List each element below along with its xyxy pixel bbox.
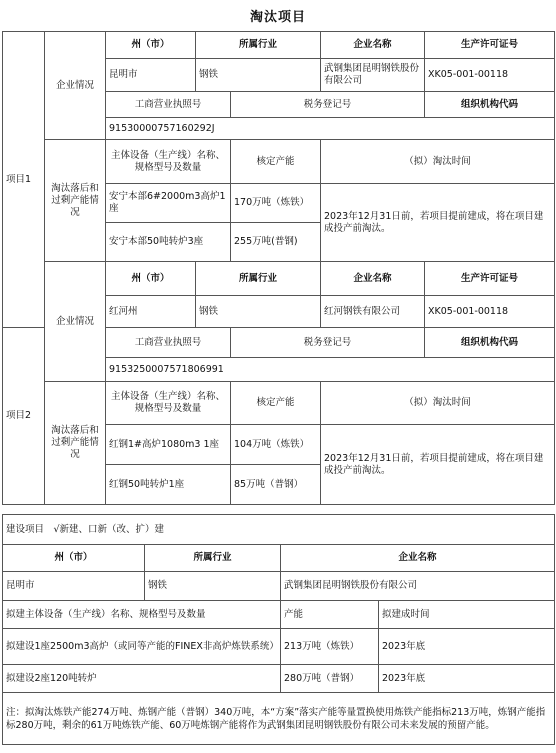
enterprise-label: 企业情况	[45, 32, 106, 140]
p1-qiye: 武钢集团昆明钢铁股份有限公司	[321, 59, 425, 92]
c-hdr-time: 拟建成时间	[379, 601, 555, 629]
c-hdr-qiye: 企业名称	[281, 545, 555, 572]
construction-header: 建设项目 √新建、口新（改、扩）建	[3, 515, 555, 545]
hdr-gongshang-2: 工商营业执照号	[106, 328, 231, 358]
c-hdr-equip: 拟建主体设备（生产线）名称、规格型号及数量	[3, 601, 281, 629]
p2-cap2: 85万吨（普钢）	[231, 465, 321, 505]
p1-equip1: 安宁本部6#2000m3高炉1座	[106, 184, 231, 223]
hdr-zuzhi-2: 组织机构代码	[425, 328, 555, 358]
hdr-capacity-2: 核定产能	[231, 382, 321, 425]
p2-equip2: 红钢50吨转炉1座	[106, 465, 231, 505]
c-cap2: 280万吨（普钢）	[281, 665, 379, 693]
elimination-table	[2, 31, 555, 505]
p1-cap1: 170万吨（炼铁）	[231, 184, 321, 223]
hdr-xuke-2: 生产许可证号	[425, 262, 555, 296]
c-time1: 2023年底	[379, 629, 555, 665]
hdr-hangye: 所属行业	[196, 32, 321, 59]
p1-license-no: 91530000757160292J	[106, 118, 555, 140]
p2-cap1: 104万吨（炼铁）	[231, 425, 321, 465]
c-qiye: 武钢集团昆明钢铁股份有限公司	[281, 572, 555, 601]
p2-hangye: 钢铁	[196, 296, 321, 328]
p1-zhou: 昆明市	[106, 59, 196, 92]
hdr-equip-2: 主体设备（生产线）名称、规格型号及数量	[106, 382, 231, 425]
c-hdr-cap: 产能	[281, 601, 379, 629]
elimination-label-2: 淘汰落后和过剩产能情况	[45, 382, 106, 505]
hdr-qiye-2: 企业名称	[321, 262, 425, 296]
p2-xuke: XK05-001-00118	[425, 296, 555, 328]
p2-zhou: 红河州	[106, 296, 196, 328]
project1-label: 项目1	[3, 32, 45, 328]
p2-time: 2023年12月31日前，若项目提前建成，将在项目建成投产前淘汰。	[321, 425, 555, 505]
c-hangye: 钢铁	[145, 572, 281, 601]
hdr-zhou: 州（市）	[106, 32, 196, 59]
p1-hangye: 钢铁	[196, 59, 321, 92]
hdr-equip: 主体设备（生产线）名称、规格型号及数量	[106, 140, 231, 184]
p1-time: 2023年12月31日前，若项目提前建成，将在项目建成投产前淘汰。	[321, 184, 555, 262]
hdr-hangye-2: 所属行业	[196, 262, 321, 296]
hdr-gongshang: 工商营业执照号	[106, 92, 231, 118]
p2-license-no: 9153250007571806991	[106, 358, 555, 382]
hdr-shuiwu: 税务登记号	[231, 92, 425, 118]
page-title: 淘汰项目	[249, 10, 306, 25]
p1-equip2: 安宁本部50吨转炉3座	[106, 223, 231, 262]
c-equip2: 拟建设2座120吨转炉	[3, 665, 281, 693]
hdr-zhou-2: 州（市）	[106, 262, 196, 296]
p2-equip1: 红钢1#高炉1080m3 1座	[106, 425, 231, 465]
hdr-elim-time: （拟）淘汰时间	[321, 140, 555, 184]
hdr-xuke: 生产许可证号	[425, 32, 555, 59]
hdr-capacity: 核定产能	[231, 140, 321, 184]
c-zhou: 昆明市	[3, 572, 145, 601]
p1-xuke: XK05-001-00118	[425, 59, 555, 92]
c-hdr-hangye: 所属行业	[145, 545, 281, 572]
hdr-shuiwu-2: 税务登记号	[231, 328, 425, 358]
c-equip1: 拟建设1座2500m3高炉（或同等产能的FINEX非高炉炼铁系统）	[3, 629, 281, 665]
hdr-elim-time-2: （拟）淘汰时间	[321, 382, 555, 425]
project2-label: 项目2	[3, 328, 45, 505]
enterprise-label-2: 企业情况	[45, 262, 106, 382]
hdr-qiye: 企业名称	[321, 32, 425, 59]
footnote: 注：拟淘汰炼铁产能274万吨、炼钢产能（普钢）340万吨，本“方案”落实产能等量置换使用炼铁产能指标213万吨，炼钢产能指标280万吨，剩余的61万吨炼铁产能、60万吨炼钢产能将作为武钢集团昆明钢铁股份有限公司未来发展的预留产能。	[3, 693, 555, 745]
p1-cap2: 255万吨(普钢)	[231, 223, 321, 262]
hdr-zuzhi: 组织机构代码	[425, 92, 555, 118]
construction-table	[2, 514, 555, 745]
elimination-label: 淘汰落后和过剩产能情况	[45, 140, 106, 262]
c-time2: 2023年底	[379, 665, 555, 693]
c-cap1: 213万吨（炼铁）	[281, 629, 379, 665]
p2-qiye: 红河钢铁有限公司	[321, 296, 425, 328]
c-hdr-zhou: 州（市）	[3, 545, 145, 572]
